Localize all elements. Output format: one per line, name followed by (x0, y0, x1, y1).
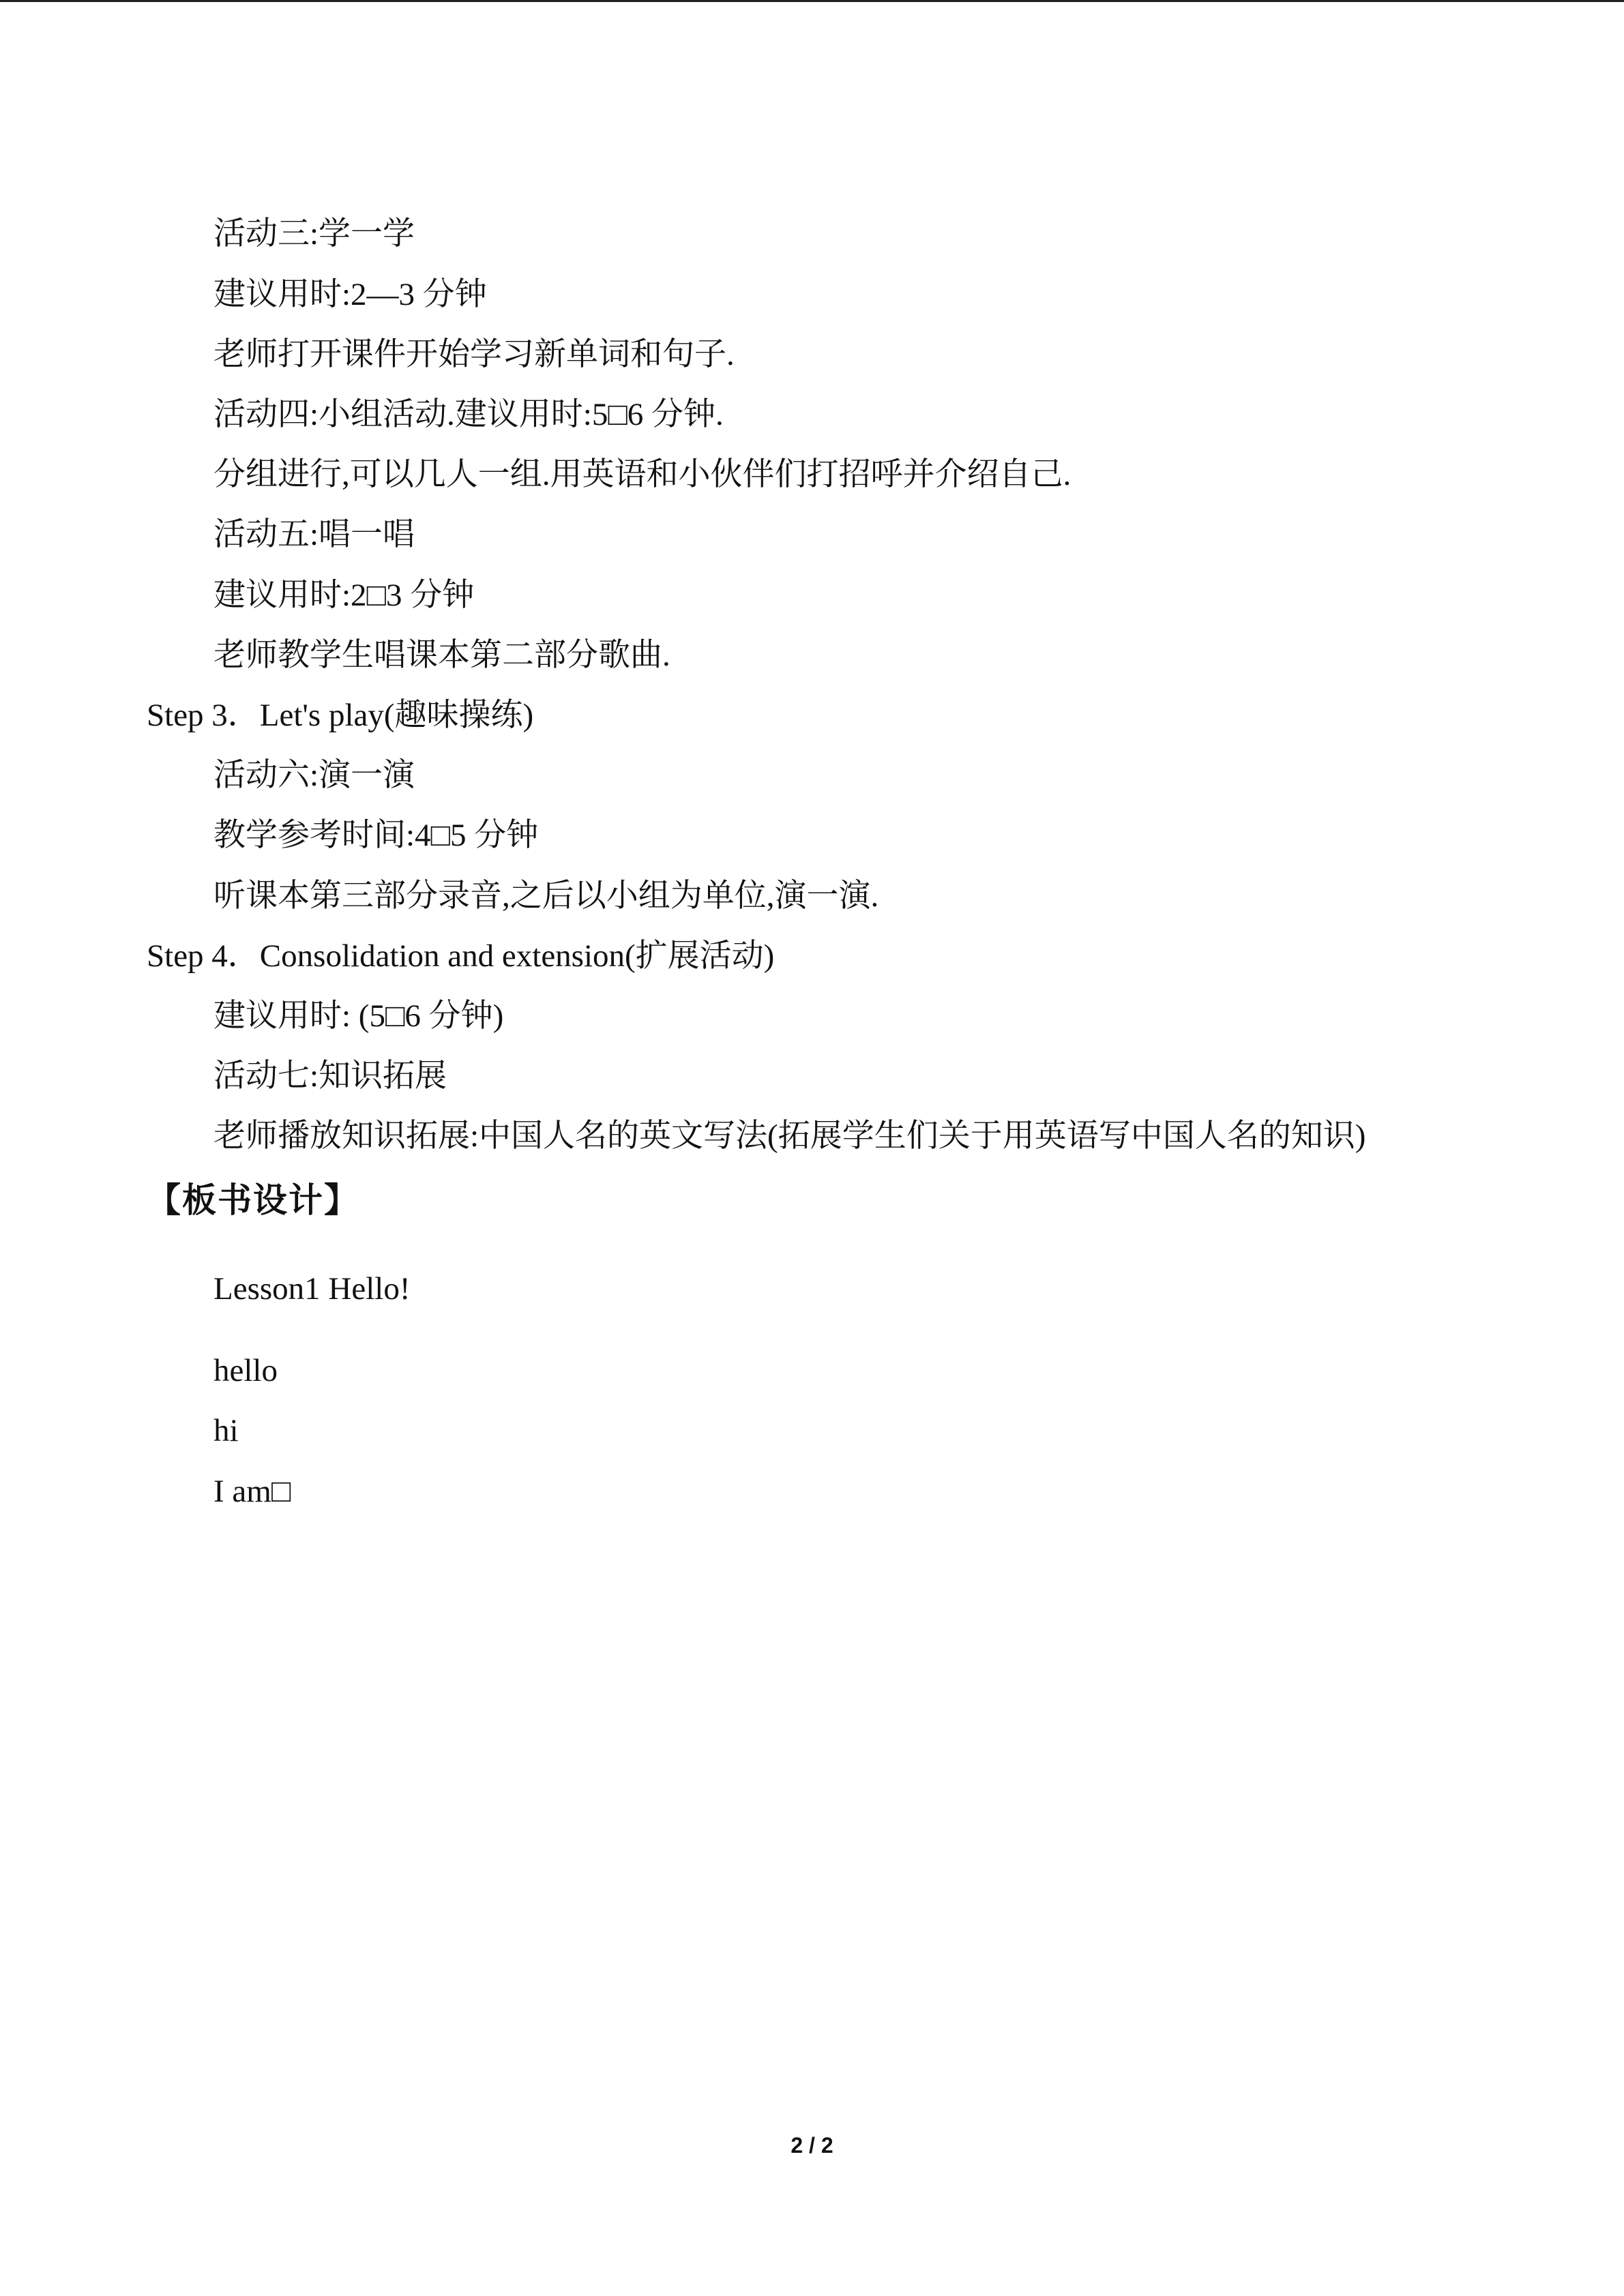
activity4-desc: 分组进行,可以几人一组.用英语和小伙伴们打招呼并介绍自己. (213, 457, 1072, 492)
board-word-hi: hi (213, 1413, 239, 1448)
board-sentence: I am□ (213, 1474, 291, 1509)
step3-heading: Step 3．Let's play(趣味操练) (147, 698, 534, 733)
step4-time: 建议用时: (5□6 分钟) (213, 998, 504, 1034)
activity3-time: 建议用时:2—3 分钟 (213, 277, 487, 312)
activity7-title: 活动七:知识拓展 (213, 1058, 447, 1094)
board-design-heading: 【板书设计】 (147, 1180, 359, 1220)
activity6-desc: 听课本第三部分录音,之后以小组为单位,演一演. (213, 878, 879, 914)
activity3-title: 活动三:学一学 (213, 216, 415, 252)
board-word-hello: hello (213, 1353, 278, 1388)
step4-heading: Step 4．Consolidation and extension(扩展活动) (147, 938, 775, 974)
activity5-desc: 老师教学生唱课本第二部分歌曲. (213, 638, 670, 673)
activity7-desc: 老师播放知识拓展:中国人名的英文写法(拓展学生们关于用英语写中国人名的知识) (213, 1118, 1366, 1154)
board-lesson-title: Lesson1 Hello! (213, 1271, 411, 1307)
activity6-time: 教学参考时间:4□5 分钟 (213, 818, 539, 853)
activity4-title: 活动四:小组活动.建议用时:5□6 分钟. (213, 397, 724, 432)
activity5-time: 建议用时:2□3 分钟 (213, 578, 475, 613)
activity3-desc: 老师打开课件开始学习新单词和句子. (213, 337, 735, 372)
activity6-title: 活动六:演一演 (213, 758, 415, 793)
activity5-title: 活动五:唱一唱 (213, 517, 415, 552)
page-number: 2 / 2 (791, 2133, 833, 2158)
